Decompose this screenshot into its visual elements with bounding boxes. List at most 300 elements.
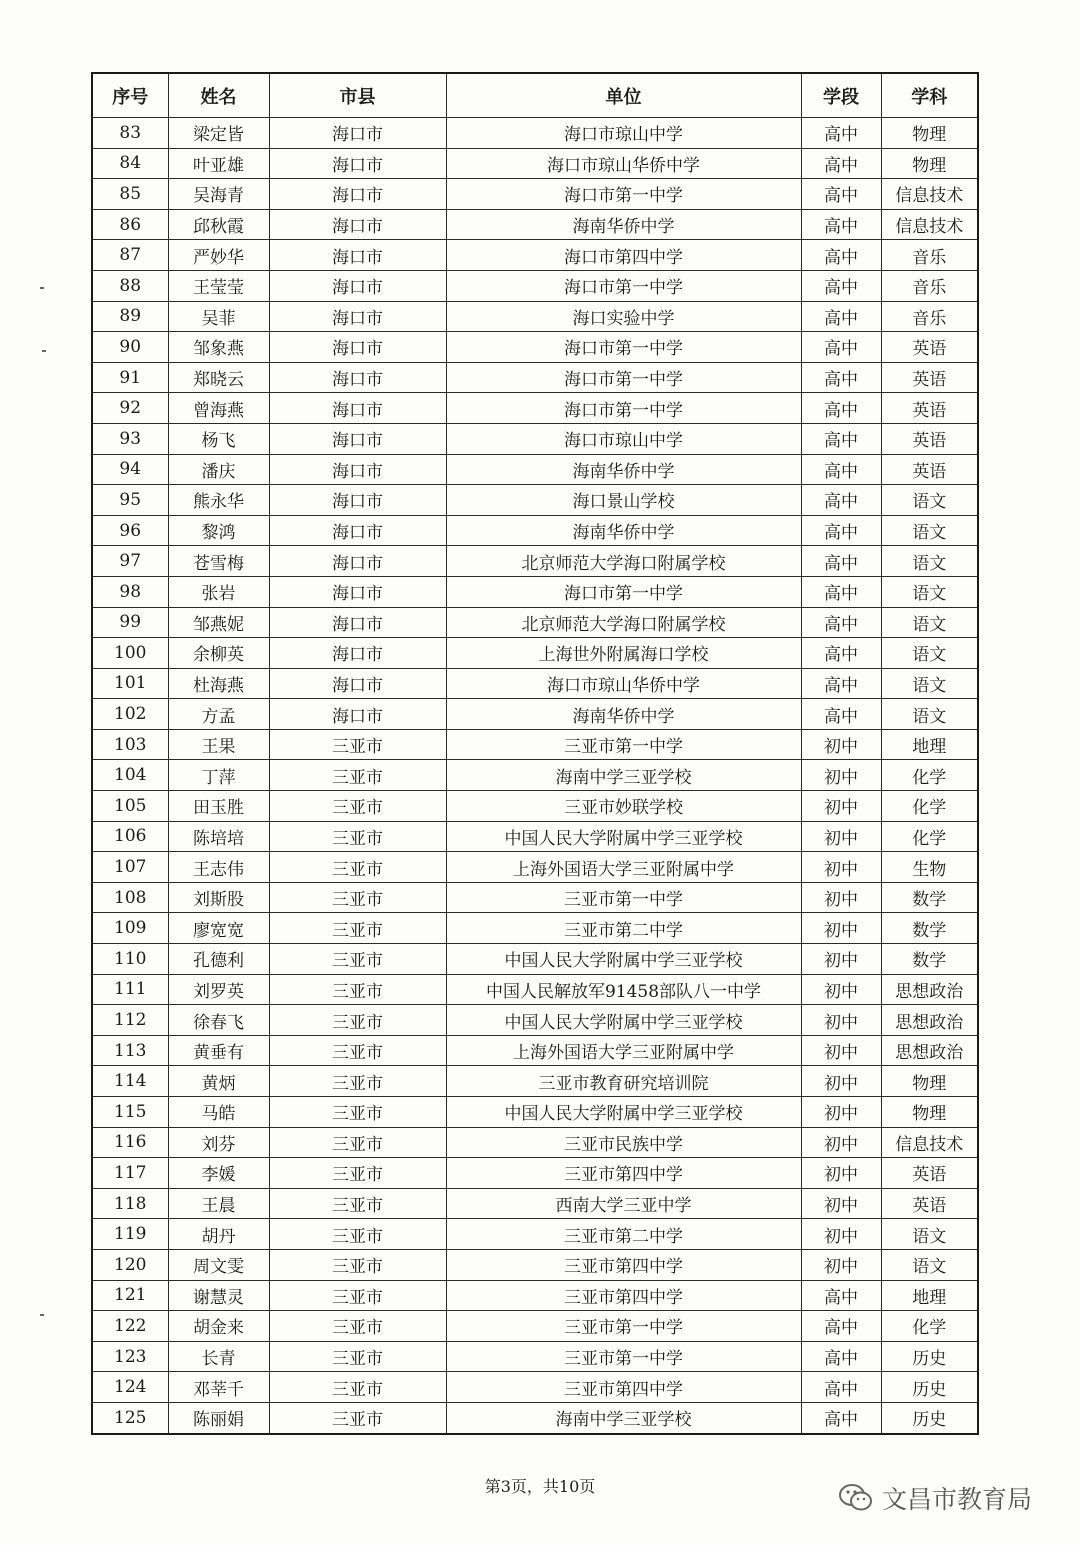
cell-no: 117	[92, 1158, 168, 1189]
cell-no: 100	[92, 638, 168, 669]
cell-name: 邓莘千	[168, 1372, 269, 1403]
table-row	[92, 1219, 978, 1250]
cell-no: 102	[92, 699, 168, 730]
cell-unit: 海南华侨中学	[446, 699, 801, 730]
table-row	[92, 1249, 978, 1280]
cell-city: 三亚市	[269, 1372, 446, 1403]
cell-city: 三亚市	[269, 1005, 446, 1036]
cell-name: 方孟	[168, 699, 269, 730]
cell-subject: 语文	[881, 515, 978, 546]
cell-city: 三亚市	[269, 1402, 446, 1433]
cell-stage: 初中	[801, 852, 881, 883]
cell-subject: 物理	[881, 1066, 978, 1097]
cell-stage: 初中	[801, 1219, 881, 1250]
cell-stage: 高中	[801, 179, 881, 210]
cell-unit: 三亚市第一中学	[446, 1341, 801, 1372]
cell-unit: 上海外国语大学三亚附属中学	[446, 1035, 801, 1066]
cell-city: 海口市	[269, 362, 446, 393]
cell-stage: 高中	[801, 1280, 881, 1311]
cell-city: 海口市	[269, 485, 446, 516]
cell-name: 邱秋霞	[168, 209, 269, 240]
cell-subject: 英语	[881, 1158, 978, 1189]
cell-city: 海口市	[269, 423, 446, 454]
cell-subject: 语文	[881, 576, 978, 607]
cell-name: 谢慧灵	[168, 1280, 269, 1311]
cell-stage: 高中	[801, 301, 881, 332]
cell-stage: 高中	[801, 454, 881, 485]
table-row	[92, 791, 978, 822]
cell-name: 梁定皆	[168, 118, 269, 149]
cell-name: 潘庆	[168, 454, 269, 485]
cell-stage: 高中	[801, 362, 881, 393]
cell-stage: 初中	[801, 760, 881, 791]
watermark	[838, 1480, 1032, 1516]
cell-no: 113	[92, 1035, 168, 1066]
cell-stage: 高中	[801, 576, 881, 607]
cell-city: 三亚市	[269, 1341, 446, 1372]
cell-subject: 化学	[881, 760, 978, 791]
table-row	[92, 1097, 978, 1128]
cell-stage: 高中	[801, 1372, 881, 1403]
cell-no: 96	[92, 515, 168, 546]
cell-subject: 英语	[881, 332, 978, 363]
cell-subject: 语文	[881, 668, 978, 699]
watermark-text: 文昌市教育局	[882, 1485, 1033, 1514]
cell-subject: 语文	[881, 1249, 978, 1280]
cell-no: 103	[92, 729, 168, 760]
cell-name: 郑晓云	[168, 362, 269, 393]
table-row	[92, 607, 978, 638]
cell-name: 田玉胜	[168, 791, 269, 822]
cell-stage: 初中	[801, 974, 881, 1005]
cell-no: 84	[92, 148, 168, 179]
cell-stage: 初中	[801, 1066, 881, 1097]
cell-unit: 海南华侨中学	[446, 209, 801, 240]
cell-unit: 海南华侨中学	[446, 515, 801, 546]
cell-city: 海口市	[269, 148, 446, 179]
wechat-icon	[838, 1483, 874, 1513]
cell-subject: 音乐	[881, 301, 978, 332]
cell-name: 廖宽宽	[168, 913, 269, 944]
cell-name: 胡丹	[168, 1219, 269, 1250]
cell-stage: 初中	[801, 791, 881, 822]
cell-name: 李媛	[168, 1158, 269, 1189]
cell-unit: 三亚市第四中学	[446, 1158, 801, 1189]
table-row	[92, 1127, 978, 1158]
table-row	[92, 1005, 978, 1036]
cell-name: 徐春飞	[168, 1005, 269, 1036]
cell-name: 吴菲	[168, 301, 269, 332]
cell-no: 108	[92, 882, 168, 913]
cell-city: 海口市	[269, 301, 446, 332]
cell-no: 109	[92, 913, 168, 944]
cell-stage: 高中	[801, 546, 881, 577]
cell-city: 三亚市	[269, 1035, 446, 1066]
cell-stage: 高中	[801, 209, 881, 240]
cell-no: 107	[92, 852, 168, 883]
table-body	[92, 118, 978, 1434]
table-header-row	[92, 73, 978, 118]
table-row	[92, 301, 978, 332]
cell-city: 三亚市	[269, 944, 446, 975]
cell-city: 海口市	[269, 179, 446, 210]
cell-name: 熊永华	[168, 485, 269, 516]
cell-name: 张岩	[168, 576, 269, 607]
table-row	[92, 270, 978, 301]
table-row	[92, 423, 978, 454]
cell-no: 104	[92, 760, 168, 791]
cell-name: 刘罗英	[168, 974, 269, 1005]
cell-city: 海口市	[269, 332, 446, 363]
header-subject: 学科	[881, 73, 978, 118]
table-row	[92, 393, 978, 424]
table-row	[92, 1066, 978, 1097]
cell-unit: 三亚市第二中学	[446, 913, 801, 944]
cell-no: 120	[92, 1249, 168, 1280]
table-row	[92, 729, 978, 760]
cell-unit: 海口市第一中学	[446, 270, 801, 301]
cell-name: 刘斯股	[168, 882, 269, 913]
cell-subject: 信息技术	[881, 209, 978, 240]
table-row	[92, 944, 978, 975]
cell-no: 121	[92, 1280, 168, 1311]
table-row	[92, 485, 978, 516]
cell-no: 105	[92, 791, 168, 822]
cell-name: 严妙华	[168, 240, 269, 271]
cell-no: 98	[92, 576, 168, 607]
cell-stage: 初中	[801, 1035, 881, 1066]
cell-no: 92	[92, 393, 168, 424]
cell-name: 杜海燕	[168, 668, 269, 699]
cell-stage: 高中	[801, 607, 881, 638]
cell-unit: 上海世外附属海口学校	[446, 638, 801, 669]
table-row	[92, 974, 978, 1005]
table-row	[92, 332, 978, 363]
table-row	[92, 1402, 978, 1433]
cell-city: 三亚市	[269, 821, 446, 852]
cell-no: 119	[92, 1219, 168, 1250]
cell-name: 胡金来	[168, 1311, 269, 1342]
cell-stage: 高中	[801, 1311, 881, 1342]
cell-subject: 物理	[881, 118, 978, 149]
cell-no: 115	[92, 1097, 168, 1128]
cell-subject: 思想政治	[881, 1035, 978, 1066]
cell-city: 三亚市	[269, 913, 446, 944]
table-row	[92, 546, 978, 577]
header-city: 市县	[269, 73, 446, 118]
table-row	[92, 882, 978, 913]
cell-subject: 化学	[881, 791, 978, 822]
cell-no: 99	[92, 607, 168, 638]
cell-no: 86	[92, 209, 168, 240]
cell-city: 海口市	[269, 209, 446, 240]
cell-subject: 语文	[881, 1219, 978, 1250]
cell-unit: 三亚市第四中学	[446, 1280, 801, 1311]
cell-name: 余柳英	[168, 638, 269, 669]
cell-city: 三亚市	[269, 882, 446, 913]
table-row	[92, 362, 978, 393]
table-row	[92, 179, 978, 210]
cell-city: 三亚市	[269, 760, 446, 791]
cell-unit: 海口市琼山中学	[446, 423, 801, 454]
cell-stage: 高中	[801, 240, 881, 271]
cell-city: 三亚市	[269, 1097, 446, 1128]
cell-unit: 三亚市第一中学	[446, 729, 801, 760]
cell-stage: 高中	[801, 638, 881, 669]
table-row	[92, 1341, 978, 1372]
cell-stage: 初中	[801, 1188, 881, 1219]
cell-unit: 中国人民大学附属中学三亚学校	[446, 821, 801, 852]
cell-name: 王志伟	[168, 852, 269, 883]
cell-city: 海口市	[269, 546, 446, 577]
cell-subject: 英语	[881, 393, 978, 424]
cell-stage: 高中	[801, 393, 881, 424]
cell-unit: 中国人民大学附属中学三亚学校	[446, 1097, 801, 1128]
cell-city: 三亚市	[269, 1127, 446, 1158]
table-row	[92, 118, 978, 149]
cell-stage: 高中	[801, 1341, 881, 1372]
cell-name: 王莹莹	[168, 270, 269, 301]
cell-city: 海口市	[269, 454, 446, 485]
cell-city: 三亚市	[269, 1219, 446, 1250]
cell-stage: 高中	[801, 485, 881, 516]
cell-unit: 海口实验中学	[446, 301, 801, 332]
cell-subject: 历史	[881, 1372, 978, 1403]
cell-subject: 英语	[881, 1188, 978, 1219]
cell-no: 125	[92, 1402, 168, 1433]
cell-no: 88	[92, 270, 168, 301]
cell-no: 89	[92, 301, 168, 332]
cell-city: 三亚市	[269, 852, 446, 883]
cell-stage: 高中	[801, 118, 881, 149]
cell-unit: 三亚市第二中学	[446, 1219, 801, 1250]
cell-no: 85	[92, 179, 168, 210]
cell-name: 邹燕妮	[168, 607, 269, 638]
table-row	[92, 209, 978, 240]
cell-city: 海口市	[269, 699, 446, 730]
cell-unit: 三亚市妙联学校	[446, 791, 801, 822]
cell-city: 三亚市	[269, 729, 446, 760]
cell-unit: 西南大学三亚中学	[446, 1188, 801, 1219]
cell-no: 118	[92, 1188, 168, 1219]
cell-name: 王果	[168, 729, 269, 760]
cell-unit: 三亚市第四中学	[446, 1249, 801, 1280]
cell-stage: 高中	[801, 148, 881, 179]
cell-subject: 语文	[881, 485, 978, 516]
cell-subject: 英语	[881, 362, 978, 393]
cell-unit: 北京师范大学海口附属学校	[446, 546, 801, 577]
cell-subject: 语文	[881, 546, 978, 577]
cell-subject: 地理	[881, 729, 978, 760]
cell-unit: 海口市琼山中学	[446, 118, 801, 149]
header-name: 姓名	[168, 73, 269, 118]
table-row	[92, 240, 978, 271]
cell-no: 106	[92, 821, 168, 852]
cell-subject: 语文	[881, 699, 978, 730]
cell-city: 三亚市	[269, 1280, 446, 1311]
cell-no: 111	[92, 974, 168, 1005]
cell-name: 马皓	[168, 1097, 269, 1128]
cell-name: 叶亚雄	[168, 148, 269, 179]
cell-stage: 初中	[801, 729, 881, 760]
cell-stage: 高中	[801, 423, 881, 454]
cell-subject: 化学	[881, 821, 978, 852]
cell-no: 95	[92, 485, 168, 516]
cell-unit: 海口市第一中学	[446, 576, 801, 607]
cell-subject: 思想政治	[881, 974, 978, 1005]
cell-city: 三亚市	[269, 1311, 446, 1342]
cell-no: 110	[92, 944, 168, 975]
page-number: 第3页，共10页	[484, 1477, 596, 1496]
table-row	[92, 852, 978, 883]
cell-stage: 高中	[801, 1402, 881, 1433]
cell-name: 黄炳	[168, 1066, 269, 1097]
cell-stage: 初中	[801, 944, 881, 975]
cell-name: 陈培培	[168, 821, 269, 852]
cell-city: 海口市	[269, 240, 446, 271]
cell-subject: 数学	[881, 882, 978, 913]
cell-no: 94	[92, 454, 168, 485]
cell-unit: 海口市琼山华侨中学	[446, 668, 801, 699]
cell-city: 海口市	[269, 393, 446, 424]
header-no: 序号	[92, 73, 168, 118]
cell-subject: 数学	[881, 913, 978, 944]
cell-name: 刘芬	[168, 1127, 269, 1158]
cell-subject: 信息技术	[881, 179, 978, 210]
table-row	[92, 1311, 978, 1342]
cell-no: 97	[92, 546, 168, 577]
cell-unit: 海口市第一中学	[446, 362, 801, 393]
cell-subject: 音乐	[881, 240, 978, 271]
cell-stage: 初中	[801, 821, 881, 852]
cell-subject: 语文	[881, 607, 978, 638]
cell-city: 海口市	[269, 270, 446, 301]
cell-name: 黄垂有	[168, 1035, 269, 1066]
cell-unit: 海口市第一中学	[446, 393, 801, 424]
cell-unit: 中国人民解放军91458部队八一中学	[446, 974, 801, 1005]
cell-no: 112	[92, 1005, 168, 1036]
cell-name: 周文雯	[168, 1249, 269, 1280]
cell-no: 116	[92, 1127, 168, 1158]
cell-city: 海口市	[269, 118, 446, 149]
cell-stage: 高中	[801, 332, 881, 363]
cell-name: 曾海燕	[168, 393, 269, 424]
cell-subject: 历史	[881, 1341, 978, 1372]
cell-no: 91	[92, 362, 168, 393]
cell-stage: 高中	[801, 668, 881, 699]
cell-subject: 物理	[881, 148, 978, 179]
cell-stage: 初中	[801, 1097, 881, 1128]
cell-name: 吴海青	[168, 179, 269, 210]
cell-city: 三亚市	[269, 1249, 446, 1280]
table-row	[92, 760, 978, 791]
table-row	[92, 913, 978, 944]
cell-city: 三亚市	[269, 974, 446, 1005]
cell-unit: 北京师范大学海口附属学校	[446, 607, 801, 638]
cell-subject: 音乐	[881, 270, 978, 301]
cell-unit: 海南中学三亚学校	[446, 1402, 801, 1433]
cell-name: 丁萍	[168, 760, 269, 791]
cell-stage: 初中	[801, 1249, 881, 1280]
table-row	[92, 454, 978, 485]
table-row	[92, 1372, 978, 1403]
table-row	[92, 515, 978, 546]
header-unit: 单位	[446, 73, 801, 118]
cell-stage: 高中	[801, 699, 881, 730]
cell-city: 三亚市	[269, 1188, 446, 1219]
cell-unit: 三亚市第一中学	[446, 882, 801, 913]
scan-mark	[40, 1314, 44, 1316]
cell-city: 三亚市	[269, 791, 446, 822]
table-row	[92, 638, 978, 669]
cell-name: 黎鸿	[168, 515, 269, 546]
cell-unit: 中国人民大学附属中学三亚学校	[446, 944, 801, 975]
cell-unit: 海口市第一中学	[446, 179, 801, 210]
cell-no: 124	[92, 1372, 168, 1403]
cell-unit: 三亚市民族中学	[446, 1127, 801, 1158]
cell-no: 87	[92, 240, 168, 271]
cell-name: 杨飞	[168, 423, 269, 454]
cell-subject: 生物	[881, 852, 978, 883]
cell-city: 海口市	[269, 607, 446, 638]
table-row	[92, 576, 978, 607]
cell-unit: 三亚市教育研究培训院	[446, 1066, 801, 1097]
cell-name: 长青	[168, 1341, 269, 1372]
cell-unit: 海南中学三亚学校	[446, 760, 801, 791]
table-row	[92, 1035, 978, 1066]
cell-name: 王晨	[168, 1188, 269, 1219]
cell-subject: 英语	[881, 454, 978, 485]
cell-unit: 海口市琼山华侨中学	[446, 148, 801, 179]
cell-stage: 高中	[801, 515, 881, 546]
scan-mark	[40, 287, 44, 289]
cell-no: 83	[92, 118, 168, 149]
cell-name: 邹象燕	[168, 332, 269, 363]
cell-subject: 思想政治	[881, 1005, 978, 1036]
cell-subject: 数学	[881, 944, 978, 975]
cell-stage: 初中	[801, 1127, 881, 1158]
table-row	[92, 148, 978, 179]
header-stage: 学段	[801, 73, 881, 118]
cell-no: 114	[92, 1066, 168, 1097]
cell-subject: 物理	[881, 1097, 978, 1128]
cell-stage: 初中	[801, 1158, 881, 1189]
cell-no: 101	[92, 668, 168, 699]
table-row	[92, 1188, 978, 1219]
cell-stage: 初中	[801, 882, 881, 913]
cell-no: 93	[92, 423, 168, 454]
cell-name: 孔德利	[168, 944, 269, 975]
cell-unit: 三亚市第一中学	[446, 1311, 801, 1342]
cell-unit: 海口景山学校	[446, 485, 801, 516]
scan-mark	[42, 350, 46, 352]
cell-unit: 三亚市第四中学	[446, 1372, 801, 1403]
table-row	[92, 821, 978, 852]
cell-city: 三亚市	[269, 1158, 446, 1189]
table-row	[92, 668, 978, 699]
cell-stage: 初中	[801, 1005, 881, 1036]
table-row	[92, 1158, 978, 1189]
cell-city: 海口市	[269, 638, 446, 669]
cell-name: 苍雪梅	[168, 546, 269, 577]
cell-stage: 初中	[801, 913, 881, 944]
cell-subject: 语文	[881, 638, 978, 669]
roster-table	[91, 72, 979, 1435]
cell-no: 90	[92, 332, 168, 363]
cell-stage: 高中	[801, 270, 881, 301]
cell-subject: 英语	[881, 423, 978, 454]
cell-unit: 上海外国语大学三亚附属中学	[446, 852, 801, 883]
